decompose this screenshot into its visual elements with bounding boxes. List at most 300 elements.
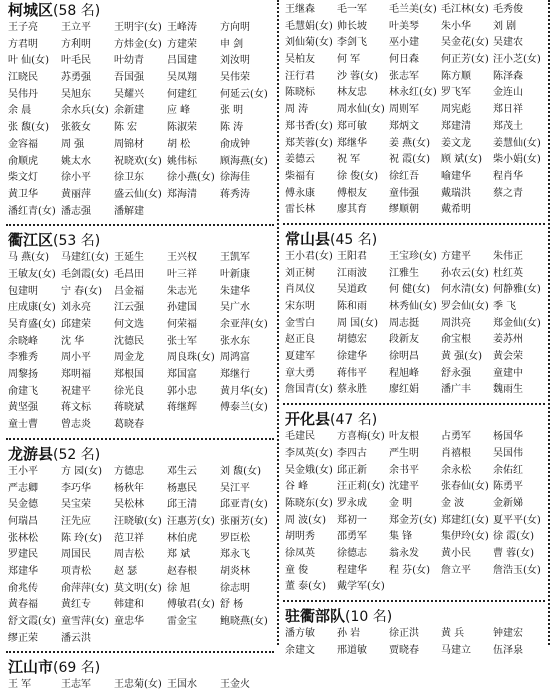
person-name: 郑国富 <box>167 369 197 381</box>
person-name: 蒋伟平 <box>337 367 367 379</box>
person-name: 毛昌田 <box>114 268 144 280</box>
person-name: 缪正荣 <box>8 632 38 644</box>
person-name: 汪惠芳(女) <box>167 515 215 527</box>
person-name: 朱小华 <box>441 20 471 32</box>
person-name: 夏建军 <box>285 351 315 363</box>
person-name: 姜慧仙(女) <box>493 137 541 149</box>
person-name: 严志卿 <box>8 482 38 494</box>
person-name: 罗永成 <box>337 497 367 509</box>
person-name: 童士曹 <box>8 419 38 431</box>
person-name: 吴伟荣 <box>220 72 250 84</box>
person-name: 周 波(女) <box>285 514 326 526</box>
person-name: 叶毛民 <box>61 55 91 67</box>
person-name: 金 明 <box>389 497 413 509</box>
district-name: 常山县 <box>285 229 331 248</box>
person-name: 黄 强(女) <box>441 351 482 363</box>
person-name: 俞宝根 <box>441 334 471 346</box>
district-name: 江山市 <box>8 658 54 677</box>
person-name: 傅永康 <box>285 187 315 199</box>
person-name: 张林松 <box>8 532 38 544</box>
person-name: 周国民 <box>61 549 91 561</box>
person-name: 申 剑 <box>220 38 244 50</box>
person-name: 沈建平 <box>389 481 419 493</box>
person-name: 俞顺虎 <box>8 155 38 167</box>
person-name: 程 芬(女) <box>389 564 430 576</box>
person-name: 周鸿富 <box>220 352 250 364</box>
person-name: 曹 蓉(女) <box>493 547 534 559</box>
person-name: 王立平 <box>61 22 91 33</box>
name-grid <box>6 464 274 648</box>
person-name: 郑茂土 <box>493 120 523 132</box>
person-name: 林友忠 <box>337 87 367 99</box>
person-name: 孙建国 <box>167 302 197 314</box>
person-name: 葛晓春 <box>114 419 144 431</box>
person-name: 林永红(女) <box>389 87 437 99</box>
person-name: 金雪白 <box>285 317 315 329</box>
person-name: 周小平 <box>61 352 91 364</box>
person-name: 徐光良 <box>114 385 144 397</box>
person-name: 李雅秀 <box>8 352 38 364</box>
person-name: 戴学军(女) <box>337 581 385 593</box>
person-name: 王 军 <box>8 679 32 691</box>
name-grid <box>283 429 545 596</box>
person-name: 叶友根 <box>389 431 419 443</box>
person-name: 周洪亮 <box>441 317 471 329</box>
person-name: 郑继华 <box>337 137 367 149</box>
person-name: 程旭峰 <box>389 367 419 379</box>
section-heading-kaihua <box>283 409 545 429</box>
person-name: 郑建清 <box>441 120 471 132</box>
section-divider <box>6 438 274 440</box>
person-name: 余新建 <box>114 105 144 117</box>
person-name: 姜 燕(女) <box>389 137 430 149</box>
person-name: 叶三祥 <box>167 268 197 280</box>
count: (10 名) <box>345 609 393 625</box>
person-name: 余书平 <box>389 464 419 476</box>
person-name: 陈和雨 <box>337 301 367 312</box>
person-name: 程建华 <box>337 564 367 576</box>
person-name: 集 锋 <box>389 531 413 543</box>
person-name: 胡 松 <box>167 138 191 150</box>
person-name: 蔡永胜 <box>337 384 367 396</box>
person-name: 沈德民 <box>114 335 144 347</box>
person-name: 董 泰(女) <box>285 581 326 593</box>
person-name: 刘汝明 <box>220 55 250 67</box>
person-name: 邱建荣 <box>61 319 91 330</box>
person-name: 刘仙菊(女) <box>285 37 333 49</box>
person-name: 姜文龙 <box>441 137 471 149</box>
person-name: 雷金宝 <box>167 616 197 627</box>
person-name: 祝建平 <box>61 385 91 397</box>
person-name: 周志挺 <box>389 317 419 329</box>
person-name: 段新友 <box>389 334 419 346</box>
person-name: 徐小平 <box>61 172 91 184</box>
person-name: 刘永亮 <box>61 302 91 314</box>
count: (69 名) <box>53 660 101 677</box>
person-name: 陈淑荣 <box>167 122 197 134</box>
person-name: 戴瑞洪 <box>441 187 471 199</box>
person-name: 俞兆传 <box>8 582 38 594</box>
person-name: 肖凤仪 <box>285 284 315 296</box>
section-divider <box>283 403 545 405</box>
person-name: 邵勇军 <box>337 531 367 543</box>
person-name: 吴江平 <box>220 482 250 494</box>
person-name: 江云强 <box>114 302 144 314</box>
person-name: 刘 剧 <box>493 20 517 32</box>
person-name: 周吉松 <box>114 549 144 561</box>
section-divider <box>283 223 545 225</box>
person-name: 余亚萍(女) <box>220 319 268 330</box>
person-name: 吾国强 <box>114 72 144 84</box>
person-name: 江雨波 <box>337 267 367 279</box>
person-name: 余晓峰 <box>8 335 38 347</box>
person-name: 傅敏君(女) <box>167 599 215 611</box>
section-heading-jiangshan <box>6 657 274 677</box>
person-name: 王金火 <box>220 679 250 691</box>
person-name: 方喜梅(女) <box>337 431 385 443</box>
person-name: 祝晓欢(女) <box>114 155 162 167</box>
name-grid <box>283 249 545 399</box>
person-name: 姚伟标 <box>167 155 197 167</box>
district-name: 开化县 <box>285 410 331 429</box>
person-name: 曾志炎 <box>61 419 91 431</box>
person-name: 马建红(女) <box>61 252 109 264</box>
person-name: 徐凤英 <box>285 547 315 559</box>
person-name: 金 波 <box>441 497 465 509</box>
person-name: 程肖华 <box>493 170 523 182</box>
person-name: 叶新康 <box>220 268 250 280</box>
person-name: 雷长林 <box>285 204 315 216</box>
person-name: 贾晓春 <box>389 644 419 656</box>
person-name: 汪先应 <box>61 515 91 527</box>
person-name: 廖红娟 <box>389 384 419 396</box>
name-grid <box>283 2 545 219</box>
person-name: 杨惠民 <box>167 482 197 494</box>
person-name: 陈 宏 <box>114 122 138 134</box>
person-name: 徐德志 <box>337 547 367 559</box>
person-name: 方建荣 <box>167 38 197 50</box>
person-name: 王敏友(女) <box>8 268 56 280</box>
person-name: 翁永发 <box>389 547 419 559</box>
person-name: 邱王清 <box>167 499 197 511</box>
person-name: 周良珠(女) <box>167 352 215 364</box>
person-name: 方利明 <box>61 38 91 50</box>
person-name: 毛建民 <box>285 431 315 443</box>
person-name: 俞萍萍(女) <box>61 582 109 594</box>
person-name: 伍泽泉 <box>493 644 523 656</box>
person-name: 刘正树 <box>285 267 315 279</box>
person-name: 柴小娟(女) <box>493 154 541 166</box>
person-name: 黄坚强 <box>8 402 38 414</box>
person-name: 郑根国 <box>114 369 144 381</box>
person-name: 赵春根 <box>167 565 197 577</box>
person-name: 徐小燕(女) <box>167 172 215 184</box>
person-name: 徐正洪 <box>389 628 419 639</box>
person-name: 柴福有 <box>285 170 315 182</box>
person-name: 江晓民 <box>8 72 38 84</box>
person-name: 刘 馥(女) <box>220 465 261 477</box>
person-name: 李剑飞 <box>337 37 367 49</box>
person-name: 余建文 <box>285 644 315 656</box>
person-name: 杨秋年 <box>114 482 144 494</box>
person-name: 郑炳文 <box>389 120 419 132</box>
person-name: 陈 涛 <box>220 122 244 134</box>
person-name: 黄卫华 <box>8 188 38 200</box>
count: (58 名) <box>53 3 101 19</box>
person-name: 童 俊 <box>285 564 309 576</box>
person-name: 黄会荣 <box>493 351 523 363</box>
person-name: 周 国(女) <box>337 317 378 329</box>
person-name: 童忠华 <box>114 616 144 627</box>
person-name: 邱正新 <box>337 464 367 476</box>
person-name: 徐 霞(女) <box>493 531 534 543</box>
person-name: 吴凤翔 <box>167 72 197 84</box>
person-name: 何延云(女) <box>220 88 268 100</box>
person-name: 郑初一 <box>337 514 367 526</box>
person-name: 方德忠 <box>114 465 144 477</box>
person-name: 张 馥(女) <box>8 122 49 134</box>
person-name: 邱亚青(女) <box>220 499 268 511</box>
person-name: 何静雅(女) <box>493 284 541 296</box>
person-name: 王继森 <box>285 4 315 15</box>
person-name: 王小平 <box>8 465 38 477</box>
person-name: 余 晨 <box>8 105 32 117</box>
person-name: 吴柏友 <box>285 54 315 66</box>
person-name: 吴旭东 <box>61 88 91 100</box>
person-name: 何荣福 <box>167 319 197 330</box>
person-name: 金新娣 <box>493 497 523 509</box>
person-name: 方向明 <box>220 22 250 33</box>
person-name: 徐卫东 <box>114 172 144 184</box>
person-name: 郑书香(女) <box>285 120 333 132</box>
person-name: 傅根友 <box>337 187 367 199</box>
person-name: 黄小民 <box>441 547 471 559</box>
section-heading-longyou <box>6 444 274 464</box>
person-name: 潘云洪 <box>61 632 91 644</box>
person-name: 江雅生 <box>389 267 419 279</box>
person-name: 夏平平(女) <box>493 514 541 526</box>
person-name: 钟建宏 <box>493 628 523 639</box>
person-name: 周水仙(女) <box>337 104 385 116</box>
person-name: 吴金娥(女) <box>285 464 333 476</box>
name-grid <box>6 20 274 220</box>
person-name: 姜苏州 <box>493 334 523 346</box>
person-name: 林伯虎 <box>167 532 197 544</box>
person-name: 张水东 <box>220 335 250 347</box>
person-name: 方君明 <box>8 38 38 50</box>
person-name: 舒 杨 <box>220 599 244 611</box>
person-name: 集伊玲(女) <box>441 531 489 543</box>
person-name: 周 强 <box>61 138 85 150</box>
count: (53 名) <box>53 233 101 250</box>
person-name: 吴伟丹 <box>8 88 38 100</box>
person-name: 王小君(女) <box>285 250 333 262</box>
person-name: 罗建民 <box>8 549 38 561</box>
person-name: 包建明 <box>8 285 38 297</box>
person-name: 顾 斌(女) <box>441 154 482 166</box>
person-name: 朱建华 <box>220 285 250 297</box>
person-name: 郑建华 <box>8 565 38 577</box>
person-name: 陈 玲(女) <box>61 532 102 544</box>
column-separator <box>277 0 279 645</box>
person-name: 何日森 <box>389 54 419 66</box>
person-name: 王忠菊(女) <box>114 679 162 691</box>
person-name: 盛云仙(女) <box>114 188 162 200</box>
person-name: 汪正莉(女) <box>337 481 385 493</box>
person-name: 鲍晓燕(女) <box>220 616 268 627</box>
person-name: 张志军 <box>389 70 419 82</box>
person-name: 王明宇(女) <box>114 22 162 33</box>
person-name: 张筱女 <box>61 122 91 134</box>
person-name: 占勇军 <box>441 431 471 443</box>
person-name: 黄春福 <box>8 599 38 611</box>
person-name: 吴育盛(女) <box>8 319 56 330</box>
person-name: 邢道敏 <box>337 644 367 656</box>
person-name: 周 涛 <box>285 104 309 116</box>
person-name: 周黎扬 <box>8 369 38 381</box>
person-name: 谷 峰 <box>285 481 309 493</box>
person-name: 潘红青(女) <box>8 205 56 217</box>
person-name: 林秀仙(女) <box>389 301 437 312</box>
district-name: 柯城区 <box>8 1 54 19</box>
person-name: 童建中 <box>493 367 523 379</box>
person-name: 喻建华 <box>441 170 471 182</box>
person-name: 郑金芳(女) <box>389 514 437 526</box>
person-name: 何建红 <box>167 88 197 100</box>
person-name: 帅长坡 <box>337 20 367 32</box>
person-name: 庄成康(女) <box>8 302 56 314</box>
right-column <box>283 0 545 663</box>
person-name: 黄 兵 <box>441 628 465 639</box>
person-name: 戴希明 <box>441 204 471 216</box>
person-name: 沙 蓉(女) <box>337 70 378 82</box>
person-name: 朱伟正 <box>493 250 523 262</box>
person-name: 范卫祥 <box>114 532 144 544</box>
person-name: 傅泰兰(女) <box>220 402 268 414</box>
person-name: 吴松林 <box>114 499 144 511</box>
person-name: 王兴权 <box>167 252 197 264</box>
person-name: 郑可敏 <box>337 120 367 132</box>
person-name: 郑明福 <box>61 369 91 381</box>
person-name: 吴金德 <box>8 499 38 511</box>
person-name: 朱志光 <box>167 285 197 297</box>
person-name: 莫文明(女) <box>114 582 162 594</box>
count: (52 名) <box>53 446 101 463</box>
person-name: 汪晓敏(女) <box>114 515 162 527</box>
person-name: 姜德云 <box>285 154 315 166</box>
name-grid <box>6 250 274 434</box>
person-name: 沈 华 <box>61 335 85 347</box>
person-name: 李四古 <box>337 447 367 459</box>
person-name: 顾海燕(女) <box>220 155 268 167</box>
section-heading-zhuqubudui <box>283 606 545 626</box>
person-name: 吴金花(女) <box>441 37 489 49</box>
person-name: 柴文灯 <box>8 172 38 184</box>
person-name: 孙农云(女) <box>441 267 489 279</box>
person-name: 孙 岩 <box>337 628 361 639</box>
person-name: 徐 旭 <box>167 582 191 594</box>
person-name: 赵正良 <box>285 334 315 346</box>
person-name: 张士军 <box>167 335 197 347</box>
person-name: 宁 春(女) <box>61 285 102 297</box>
person-name: 徐志明 <box>220 582 250 594</box>
person-name: 项青松 <box>61 565 91 577</box>
person-name: 王阳君 <box>337 250 367 262</box>
person-name: 毛一军 <box>337 4 367 15</box>
person-name: 郑继行 <box>220 369 250 381</box>
person-name: 黄月华(女) <box>220 385 268 397</box>
person-name: 潘广丰 <box>441 384 471 396</box>
person-name: 吕国建 <box>167 55 197 67</box>
person-name: 何 军 <box>337 54 361 66</box>
person-name: 廖其育 <box>337 204 367 216</box>
person-name: 吴宝荣 <box>61 499 91 511</box>
person-name: 黄丽萍 <box>61 188 91 200</box>
person-name: 周宪彪 <box>441 104 471 116</box>
person-name: 王子亮 <box>8 22 38 33</box>
person-name: 张丽芳(女) <box>220 515 268 527</box>
person-name: 余水兵(女) <box>61 105 109 117</box>
person-name: 张春仙(女) <box>441 481 489 493</box>
person-name: 邓生云 <box>167 465 197 477</box>
section-heading-chengxiang <box>6 0 274 20</box>
left-column <box>6 0 274 698</box>
person-name: 马 燕(女) <box>8 252 49 264</box>
person-name: 何水清(女) <box>441 284 489 296</box>
person-name: 何 健(女) <box>389 284 430 296</box>
person-name: 毛江林(女) <box>441 4 489 15</box>
person-name: 王凯军 <box>220 252 250 264</box>
person-name: 陈晓东(女) <box>285 497 333 509</box>
person-name: 黄红专 <box>61 599 91 611</box>
person-name: 胡明秀 <box>285 531 315 543</box>
person-name: 徐明昌 <box>389 351 419 363</box>
person-name: 胡德宏 <box>337 334 367 346</box>
person-name: 赵 瑟 <box>114 565 138 577</box>
person-name: 李凤英(女) <box>285 447 333 459</box>
person-name: 周金龙 <box>114 352 144 364</box>
section-heading-changshan <box>283 229 545 249</box>
person-name: 毛兰美(女) <box>389 4 437 15</box>
person-name: 严生明 <box>389 447 419 459</box>
person-name: 李巧华 <box>61 482 91 494</box>
person-name: 俞建飞 <box>8 385 38 397</box>
person-name: 叶 仙(女) <box>8 55 49 67</box>
person-name: 郑金仙(女) <box>493 317 541 329</box>
person-name: 蔡之青 <box>493 187 523 199</box>
person-name: 罗会仙(女) <box>441 301 489 312</box>
person-name: 舒永强 <box>441 367 471 379</box>
person-name: 王宝珍(女) <box>389 250 437 262</box>
district-name: 衢江区 <box>8 231 54 250</box>
person-name: 应 峰 <box>167 105 191 117</box>
person-name: 肖禧根 <box>441 447 471 459</box>
person-name: 潘方敏 <box>285 628 315 639</box>
person-name: 罗臣松 <box>220 532 250 544</box>
person-name: 郑日祥 <box>493 104 523 116</box>
person-name: 吴国伟 <box>493 447 523 459</box>
person-name: 詹立平 <box>441 564 471 576</box>
person-name: 张 明 <box>220 105 244 117</box>
person-name: 方 园(女) <box>61 465 102 477</box>
person-name: 胡炎林 <box>220 565 250 577</box>
person-name: 詹浩玉(女) <box>493 564 541 576</box>
person-name: 郑海清 <box>167 188 197 200</box>
person-name: 童伟强 <box>389 187 419 199</box>
person-name: 余永松 <box>441 464 471 476</box>
person-name: 毛秀俊 <box>493 4 523 15</box>
person-name: 方建平 <box>441 250 471 262</box>
